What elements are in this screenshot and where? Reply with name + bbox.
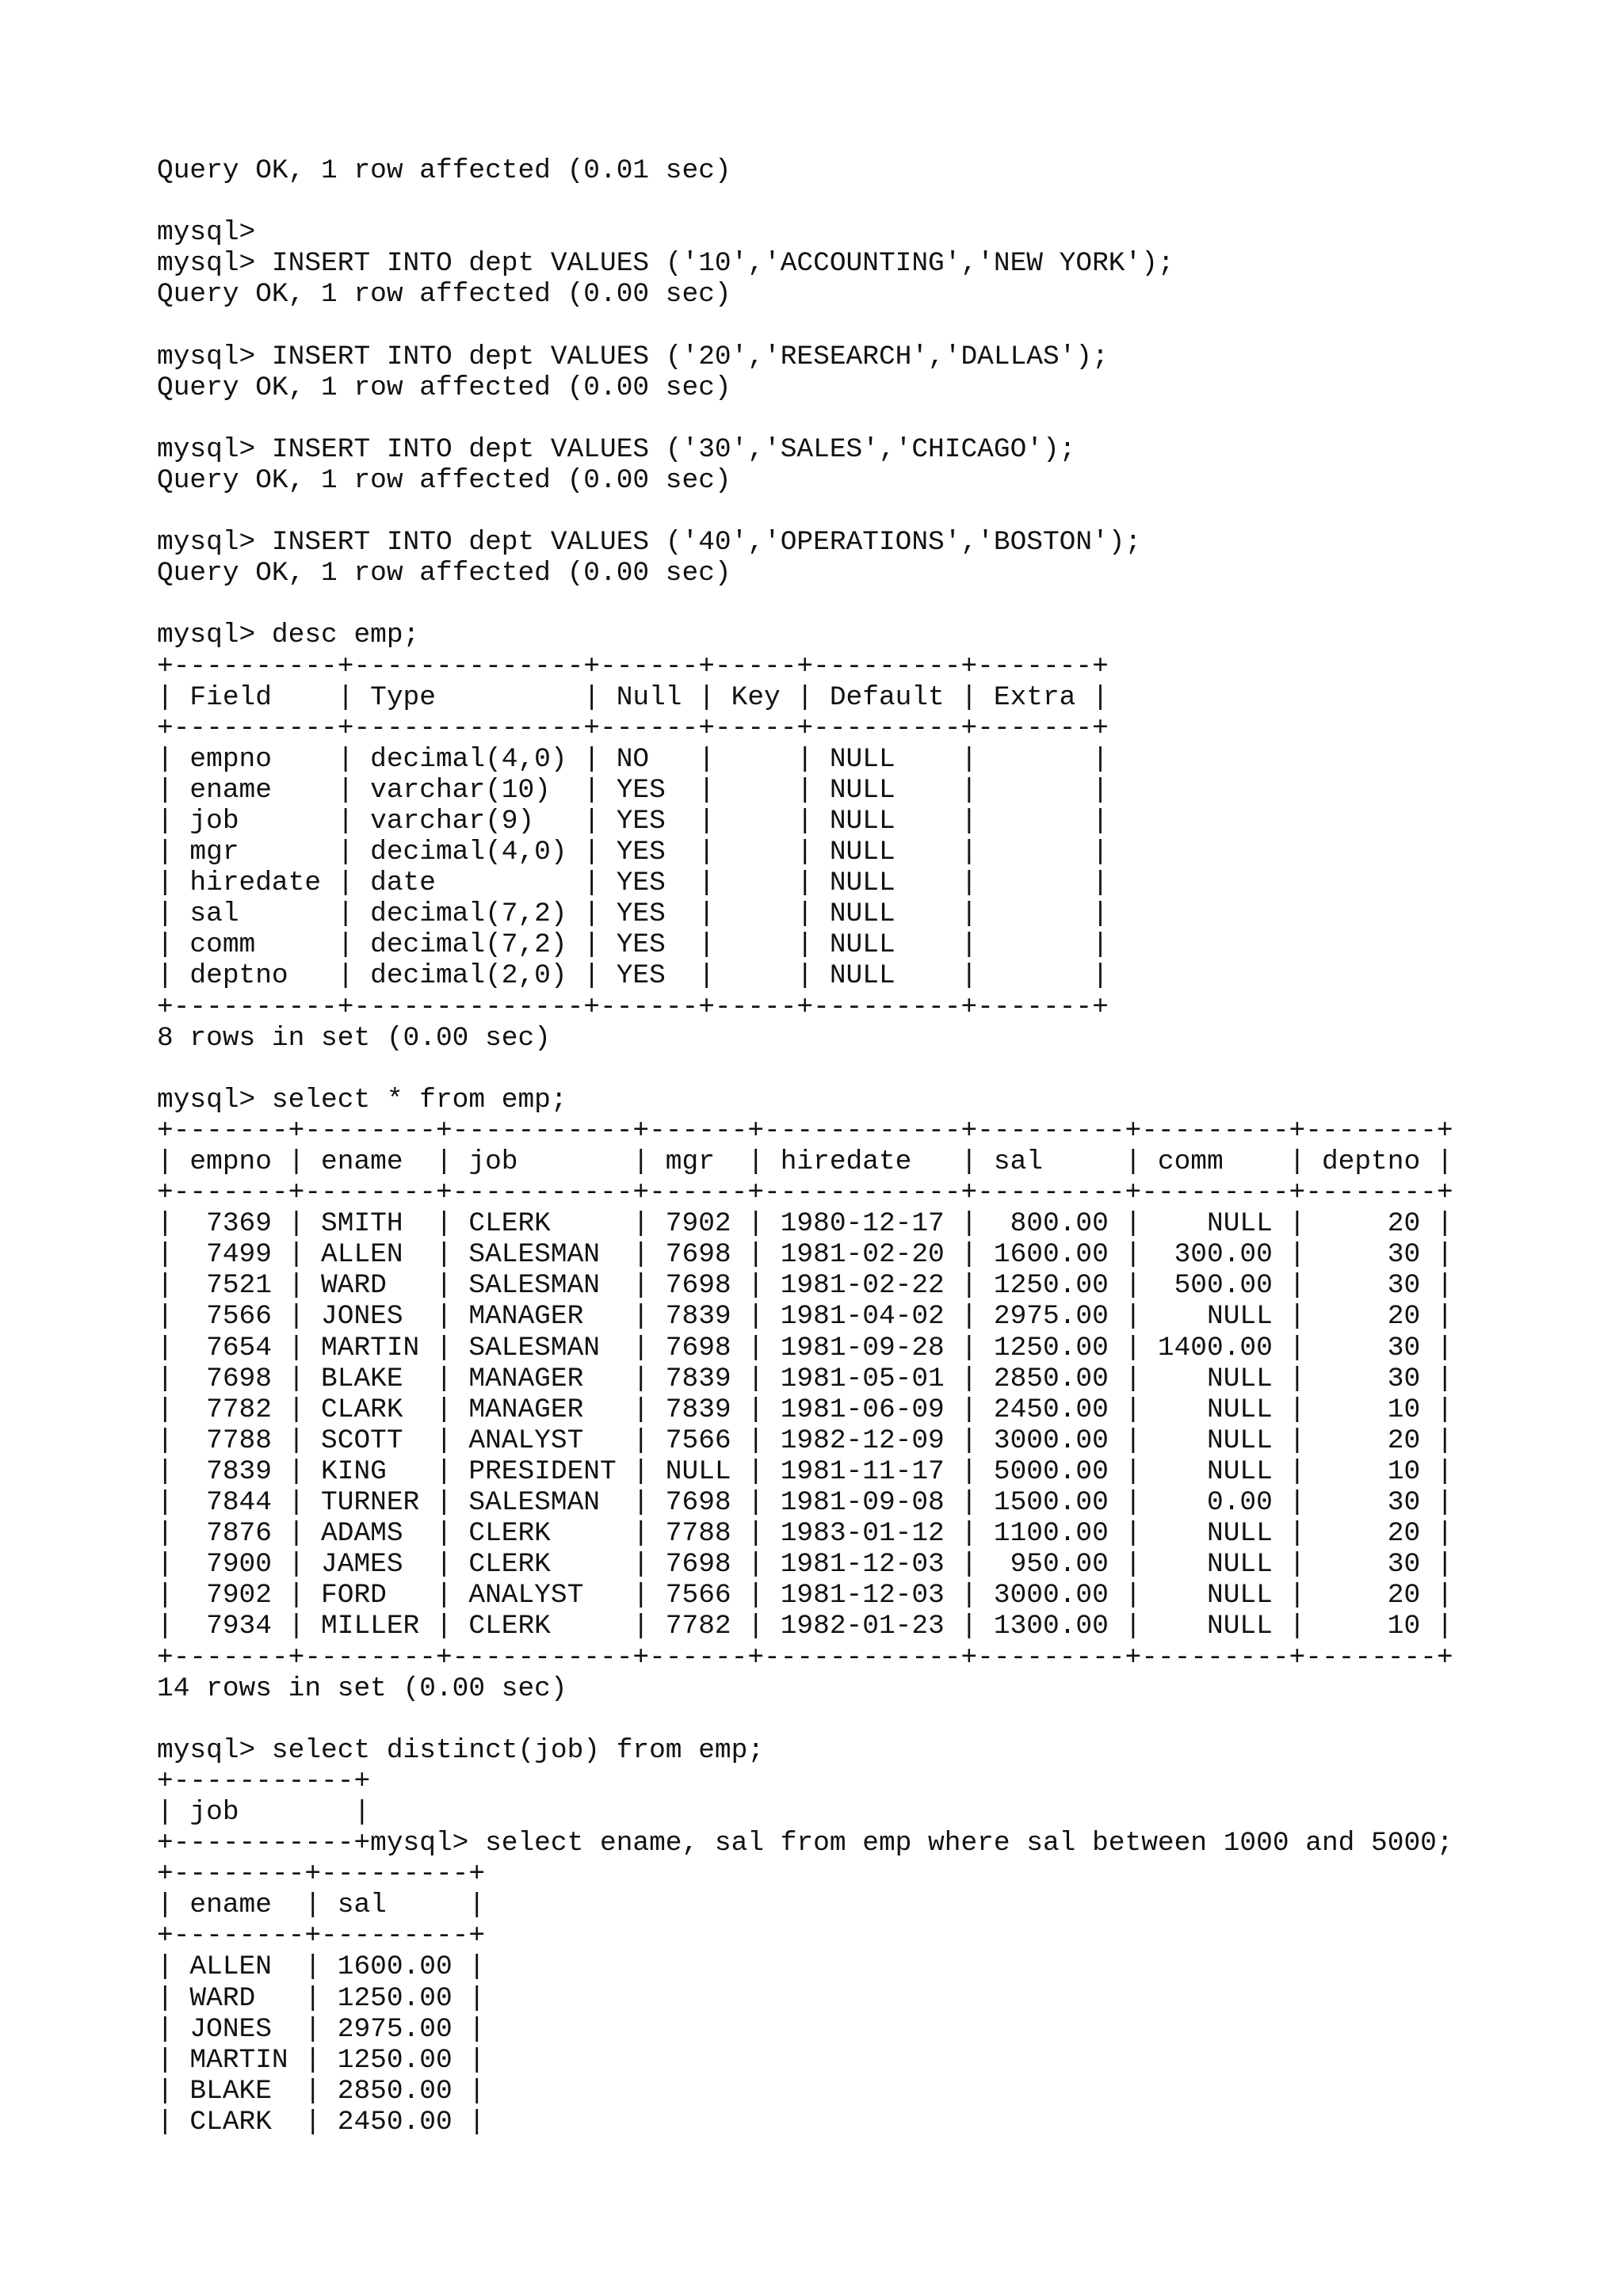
transcript-line: | 7839 | KING | PRESIDENT | NULL | 1981-11-17 | 5000.00 | NULL | 10 | xyxy=(157,1455,1453,1487)
transcript-line: | 7844 | TURNER | SALESMAN | 7698 | 1981-09-08 | 1500.00 | 0.00 | 30 | xyxy=(157,1487,1453,1519)
transcript-line: | deptno | decimal(2,0) | YES | | NULL | | xyxy=(157,960,1109,992)
transcript-line: | JONES | 2975.00 | xyxy=(157,2013,486,2045)
transcript-line: +-------+--------+-----------+------+------------+---------+---------+--------+ xyxy=(157,1115,1453,1146)
transcript-line: | empno | ename | job | mgr | hiredate | sal | comm | deptno | xyxy=(157,1146,1453,1177)
transcript-line: 8 rows in set (0.00 sec) xyxy=(157,1022,551,1054)
transcript-line: +-----------+mysql> select ename, sal from emp where sal between 1000 and 5000; xyxy=(157,1828,1453,1859)
transcript-line: | ename | sal | xyxy=(157,1890,486,1921)
transcript-line: Query OK, 1 row affected (0.00 sec) xyxy=(157,558,731,589)
transcript-line: | WARD | 1250.00 | xyxy=(157,1982,486,2014)
transcript-line: | ename | varchar(10) | YES | | NULL | | xyxy=(157,774,1109,806)
transcript-line: mysql> INSERT INTO dept VALUES ('10','ACCOUNTING','NEW YORK'); xyxy=(157,248,1174,280)
transcript-line: +--------+---------+ xyxy=(157,1920,486,1952)
transcript-line: | job | varchar(9) | YES | | NULL | | xyxy=(157,805,1109,837)
transcript-line: | BLAKE | 2850.00 | xyxy=(157,2075,486,2107)
transcript-line: mysql> INSERT INTO dept VALUES ('40','OPERATIONS','BOSTON'); xyxy=(157,527,1142,559)
transcript-line xyxy=(157,589,1453,620)
transcript-line: mysql> desc emp; xyxy=(157,620,420,651)
transcript-line xyxy=(157,1054,1453,1085)
transcript-line: 14 rows in set (0.00 sec) xyxy=(157,1672,567,1704)
transcript-line: | ALLEN | 1600.00 | xyxy=(157,1951,486,1983)
transcript-line: | MARTIN | 1250.00 | xyxy=(157,2044,486,2076)
transcript-line: | 7499 | ALLEN | SALESMAN | 7698 | 1981-02-20 | 1600.00 | 300.00 | 30 | xyxy=(157,1239,1453,1271)
transcript-line: mysql> INSERT INTO dept VALUES ('20','RESEARCH','DALLAS'); xyxy=(157,341,1109,372)
transcript-line: +----------+--------------+------+-----+---------+-------+ xyxy=(157,991,1109,1023)
transcript-line: +-------+--------+-----------+------+------------+---------+---------+--------+ xyxy=(157,1642,1453,1673)
transcript-line xyxy=(157,496,1453,527)
transcript-line: | 7698 | BLAKE | MANAGER | 7839 | 1981-05-01 | 2850.00 | NULL | 30 | xyxy=(157,1363,1453,1394)
transcript-line xyxy=(157,310,1453,341)
transcript-line: | job | xyxy=(157,1796,371,1828)
transcript-line: Query OK, 1 row affected (0.00 sec) xyxy=(157,279,731,311)
transcript-line xyxy=(157,186,1453,217)
transcript-line: | 7782 | CLARK | MANAGER | 7839 | 1981-06-09 | 2450.00 | NULL | 10 | xyxy=(157,1394,1453,1425)
transcript-line: mysql> xyxy=(157,217,256,249)
transcript-line: mysql> select * from emp; xyxy=(157,1084,567,1116)
transcript-line: Query OK, 1 row affected (0.00 sec) xyxy=(157,464,731,496)
transcript-line: | hiredate | date | YES | | NULL | | xyxy=(157,868,1109,899)
transcript-line: | 7934 | MILLER | CLERK | 7782 | 1982-01-23 | 1300.00 | NULL | 10 | xyxy=(157,1611,1453,1642)
transcript-line: | 7566 | JONES | MANAGER | 7839 | 1981-04-02 | 2975.00 | NULL | 20 | xyxy=(157,1301,1453,1333)
transcript-line: +----------+--------------+------+-----+---------+-------+ xyxy=(157,650,1109,682)
transcript-line: | Field | Type | Null | Key | Default | Extra | xyxy=(157,681,1109,713)
transcript-line: | 7902 | FORD | ANALYST | 7566 | 1981-12-03 | 3000.00 | NULL | 20 | xyxy=(157,1580,1453,1611)
transcript-line: Query OK, 1 row affected (0.01 sec) xyxy=(157,155,731,186)
transcript-line: +--------+---------+ xyxy=(157,1859,486,1890)
transcript-line xyxy=(157,403,1453,434)
transcript-line: | 7876 | ADAMS | CLERK | 7788 | 1983-01-12 | 1100.00 | NULL | 20 | xyxy=(157,1518,1453,1550)
transcript-line: | CLARK | 2450.00 | xyxy=(157,2106,486,2138)
transcript-line xyxy=(157,1704,1453,1735)
mysql-session-transcript xyxy=(157,155,1453,2138)
transcript-line: | mgr | decimal(4,0) | YES | | NULL | | xyxy=(157,837,1109,868)
transcript-line: | empno | decimal(4,0) | NO | | NULL | | xyxy=(157,743,1109,775)
transcript-line: mysql> select distinct(job) from emp; xyxy=(157,1734,765,1766)
transcript-line: Query OK, 1 row affected (0.00 sec) xyxy=(157,372,731,403)
transcript-line: | 7788 | SCOTT | ANALYST | 7566 | 1982-12-09 | 3000.00 | NULL | 20 | xyxy=(157,1425,1453,1456)
transcript-line: mysql> INSERT INTO dept VALUES ('30','SALES','CHICAGO'); xyxy=(157,433,1076,465)
transcript-line: +-------+--------+-----------+------+------------+---------+---------+--------+ xyxy=(157,1177,1453,1209)
transcript-line: | 7654 | MARTIN | SALESMAN | 7698 | 1981-09-28 | 1250.00 | 1400.00 | 30 | xyxy=(157,1332,1453,1363)
transcript-line: | 7521 | WARD | SALESMAN | 7698 | 1981-02-22 | 1250.00 | 500.00 | 30 | xyxy=(157,1270,1453,1302)
transcript-line: +-----------+ xyxy=(157,1765,371,1797)
transcript-line: | comm | decimal(7,2) | YES | | NULL | | xyxy=(157,929,1109,961)
transcript-line: +----------+--------------+------+-----+---------+-------+ xyxy=(157,712,1109,744)
transcript-line: | 7369 | SMITH | CLERK | 7902 | 1980-12-17 | 800.00 | NULL | 20 | xyxy=(157,1208,1453,1240)
transcript-line: | 7900 | JAMES | CLERK | 7698 | 1981-12-03 | 950.00 | NULL | 30 | xyxy=(157,1549,1453,1581)
transcript-line: | sal | decimal(7,2) | YES | | NULL | | xyxy=(157,898,1109,930)
